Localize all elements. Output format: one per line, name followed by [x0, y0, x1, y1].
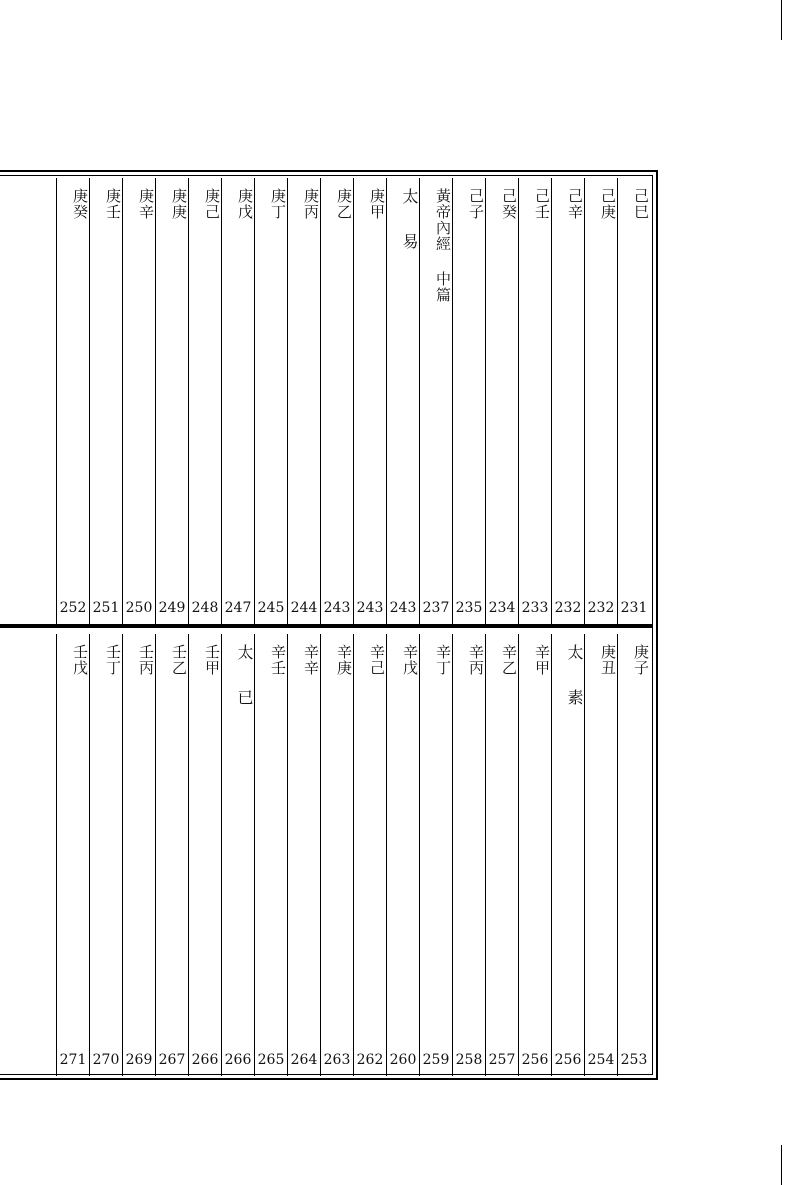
index-entry-title: 己辛: [566, 188, 584, 220]
index-entry[interactable]: [89, 178, 122, 624]
index-band-bottom: [0, 634, 650, 1076]
index-entry-page-number: 243: [323, 600, 351, 616]
index-entry[interactable]: [485, 634, 518, 1076]
index-entry-title: 壬戊: [71, 644, 89, 676]
index-entry-page-number: 256: [554, 1052, 582, 1068]
index-entry[interactable]: [419, 634, 452, 1076]
index-entry[interactable]: [353, 178, 386, 624]
index-entry[interactable]: [518, 178, 551, 624]
index-entry[interactable]: [386, 634, 419, 1076]
index-entry-page-number: 249: [158, 600, 186, 616]
index-entry-title: 壬乙: [170, 644, 188, 676]
index-entry-title: 辛壬: [269, 644, 287, 676]
index-entry-page-number: 267: [158, 1052, 186, 1068]
page-edge-mark-bottom: [781, 1145, 782, 1185]
index-entry-page-number: 233: [521, 600, 549, 616]
index-entry[interactable]: [155, 634, 188, 1076]
index-entry-title: 壬丙: [137, 644, 155, 676]
index-entry[interactable]: [386, 178, 419, 624]
index-entry-page-number: 243: [356, 600, 384, 616]
index-entry[interactable]: [221, 178, 254, 624]
index-entry-page-number: 257: [488, 1052, 516, 1068]
index-entry-page-number: 244: [290, 600, 318, 616]
index-entry-page-number: 234: [488, 600, 516, 616]
index-entry[interactable]: [551, 178, 584, 624]
index-entry[interactable]: [518, 634, 551, 1076]
index-entry-title: 己壬: [533, 188, 551, 220]
index-entry-page-number: 271: [59, 1052, 87, 1068]
index-entry-title: 己巳: [632, 188, 650, 220]
index-entry-page-number: 259: [422, 1052, 450, 1068]
index-entry-page-number: 232: [587, 600, 615, 616]
index-entry-title: 壬甲: [203, 644, 221, 676]
index-entry[interactable]: [254, 634, 287, 1076]
index-entry[interactable]: [353, 634, 386, 1076]
index-entry-page-number: 269: [125, 1052, 153, 1068]
index-entry[interactable]: [56, 634, 89, 1076]
index-entry-page-number: 232: [554, 600, 582, 616]
index-entry-page-number: 260: [389, 1052, 417, 1068]
index-entry-title: 辛庚: [335, 644, 353, 676]
index-entry[interactable]: [188, 634, 221, 1076]
index-entry-title: 辛丁: [434, 644, 452, 676]
index-entry-title: 庚丁: [269, 188, 287, 220]
index-entry-title: 壬丁: [104, 644, 122, 676]
index-entry-page-number: 266: [191, 1052, 219, 1068]
index-entry[interactable]: [617, 634, 650, 1076]
index-frame: [0, 170, 658, 1080]
index-entry-page-number: 262: [356, 1052, 384, 1068]
index-entry-page-number: 243: [389, 600, 417, 616]
index-entry[interactable]: [221, 634, 254, 1076]
index-entry-title: 庚子: [632, 644, 650, 676]
index-entry-title: 太 已: [235, 644, 254, 710]
index-entry-title: 庚丙: [302, 188, 320, 220]
index-entry-page-number: 266: [224, 1052, 252, 1068]
index-entry[interactable]: [122, 178, 155, 624]
index-entry-title: 辛戊: [401, 644, 419, 676]
index-entry[interactable]: [485, 178, 518, 624]
index-entry-page-number: 265: [257, 1052, 285, 1068]
index-entry[interactable]: [287, 634, 320, 1076]
index-entry[interactable]: [188, 178, 221, 624]
index-band-top: [0, 178, 650, 624]
index-entry[interactable]: [89, 634, 122, 1076]
index-entry-page-number: 251: [92, 600, 120, 616]
index-entry[interactable]: [584, 634, 617, 1076]
index-entry-page-number: 250: [125, 600, 153, 616]
index-entry-title: 庚戊: [236, 188, 254, 220]
index-entry-page-number: 247: [224, 600, 252, 616]
index-entry[interactable]: [584, 178, 617, 624]
index-entry-title: 庚丑: [599, 644, 617, 676]
index-entry-page-number: 254: [587, 1052, 615, 1068]
index-entry-title: 己癸: [500, 188, 518, 220]
index-entry-title: 庚己: [203, 188, 221, 220]
index-entry[interactable]: [155, 178, 188, 624]
index-entry-title: 辛辛: [302, 644, 320, 676]
index-entry-title: 庚庚: [170, 188, 188, 220]
index-entry-page-number: 264: [290, 1052, 318, 1068]
index-entry[interactable]: [320, 178, 353, 624]
index-entry-page-number: 253: [620, 1052, 648, 1068]
index-entry[interactable]: [254, 178, 287, 624]
index-entry-page-number: 256: [521, 1052, 549, 1068]
index-entry-page-number: 235: [455, 600, 483, 616]
index-entry[interactable]: [551, 634, 584, 1076]
index-entry-page-number: 258: [455, 1052, 483, 1068]
index-entry-page-number: 270: [92, 1052, 120, 1068]
index-entry[interactable]: [122, 634, 155, 1076]
index-entry-title: 太 易: [400, 188, 419, 254]
index-entry-page-number: 263: [323, 1052, 351, 1068]
index-entry-title: 太 素: [565, 644, 584, 710]
index-entry-page-number: 252: [59, 600, 87, 616]
index-entry-page-number: 248: [191, 600, 219, 616]
index-entry-title: 己庚: [599, 188, 617, 220]
index-entry[interactable]: [617, 178, 650, 624]
index-entry[interactable]: [320, 634, 353, 1076]
index-entry-title: 辛乙: [500, 644, 518, 676]
index-entry-page-number: 245: [257, 600, 285, 616]
page-edge-mark-top: [781, 0, 782, 40]
index-entry-title: 庚癸: [71, 188, 89, 220]
index-entry[interactable]: [452, 178, 485, 624]
index-entry-title: 庚甲: [368, 188, 386, 220]
index-entry-title: 辛丙: [467, 644, 485, 676]
index-entry-title: 庚乙: [335, 188, 353, 220]
index-entry-title: 庚壬: [104, 188, 122, 220]
index-entry-title: 黃帝內經 中篇: [434, 188, 452, 303]
index-entry-page-number: 231: [620, 600, 648, 616]
index-entry[interactable]: [452, 634, 485, 1076]
index-entry[interactable]: [56, 178, 89, 624]
index-entry-title: 辛甲: [533, 644, 551, 676]
index-entry-title: 辛己: [368, 644, 386, 676]
index-entry-title: 庚辛: [137, 188, 155, 220]
index-entry-page-number: 237: [422, 600, 450, 616]
index-entry-title: 己子: [467, 188, 485, 220]
index-entry[interactable]: [419, 178, 452, 624]
index-entry[interactable]: [287, 178, 320, 624]
band-divider-rule: [0, 624, 653, 628]
